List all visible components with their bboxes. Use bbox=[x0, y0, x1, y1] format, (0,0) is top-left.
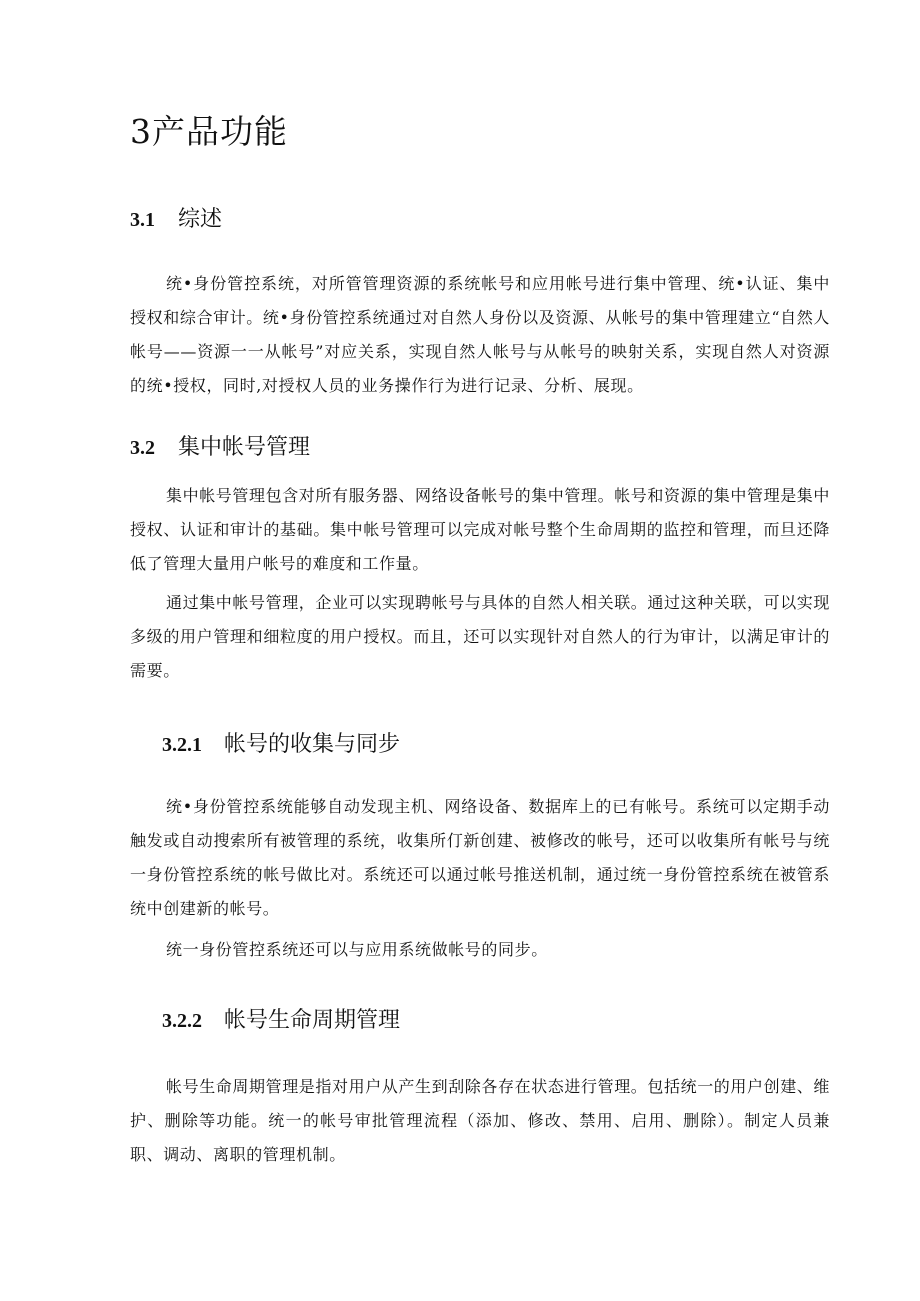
subsection-heading-3-2-1 bbox=[162, 729, 400, 761]
section-title: 帐号生命周期管理 bbox=[224, 1008, 401, 1033]
paragraph: 帐号生命周期管理是指对用户从产生到刮除各存在状态进行管理。包括统一的用户创建、维护、删除等功能。统一的帐号审批管理流程（添加、修改、禁用、启用、删除）。制定人员兼职、调动、离职的管理机制。 bbox=[130, 1077, 831, 1164]
paragraph: 统一身份管控系统还可以与应用系统做帐号的同步。 bbox=[166, 940, 548, 959]
section-title: 集中帐号管理 bbox=[178, 435, 311, 460]
section-heading-3-1 bbox=[130, 204, 222, 236]
section-number: 3.2.1 bbox=[162, 734, 202, 756]
section-number: 3.2.2 bbox=[162, 1010, 202, 1032]
section-number: 3.2 bbox=[130, 437, 155, 459]
section-heading-3-2 bbox=[130, 432, 310, 464]
paragraph: 统•身份管控系统能够自动发现主机、网络设备、数据库上的已有帐号。系统可以定期手动触发或自动搜索所有被管理的系统，收集所仃新创建、被修改的帐号，还可以收集所有帐号与统一身份管控系统的帐号做比对。系统还可以通过帐号推送机制，通过统一身份管控系统在被管系统中创建新的帐号。 bbox=[130, 797, 830, 918]
section-title: 综述 bbox=[178, 207, 223, 232]
section-title: 帐号的收集与同步 bbox=[224, 732, 401, 757]
paragraph: 集中帐号管理包含对所有服务器、网络设备帐号的集中管理。帐号和资源的集中管理是集中授权、认证和审计的基础。集中帐号管理可以完成对帐号整个生命周期的监控和管理，而旦还降低了管理大量用户帐号的难度和工作量。 bbox=[130, 486, 831, 573]
subsection-heading-3-2-2 bbox=[162, 1005, 400, 1037]
paragraph: 统•身份管控系统，对所管管理资源的系统帐号和应用帐号进行集中管理、统•认证、集中授权和综合审计。统•身份管控系统通过对自然人身份以及资源、从帐号的集中管理建立“自然人帐号——资源一一从帐号”对应关系，实现自然人帐号与从帐号的映射关系，实现自然人对资源的统•授权，同时,对授权人员的业务操作行为进行记录、分析、展现。 bbox=[130, 274, 830, 395]
section-number: 3.1 bbox=[130, 209, 155, 231]
chapter-title: 3产品功能 bbox=[130, 112, 288, 151]
paragraph: 通过集中帐号管理，企业可以实现聘帐号与具体的自然人相关联。通过这种关联，可以实现多级的用户管理和细粒度的用户授权。而且，还可以实现针对自然人的行为审计，以满足审计的需要。 bbox=[130, 593, 831, 680]
